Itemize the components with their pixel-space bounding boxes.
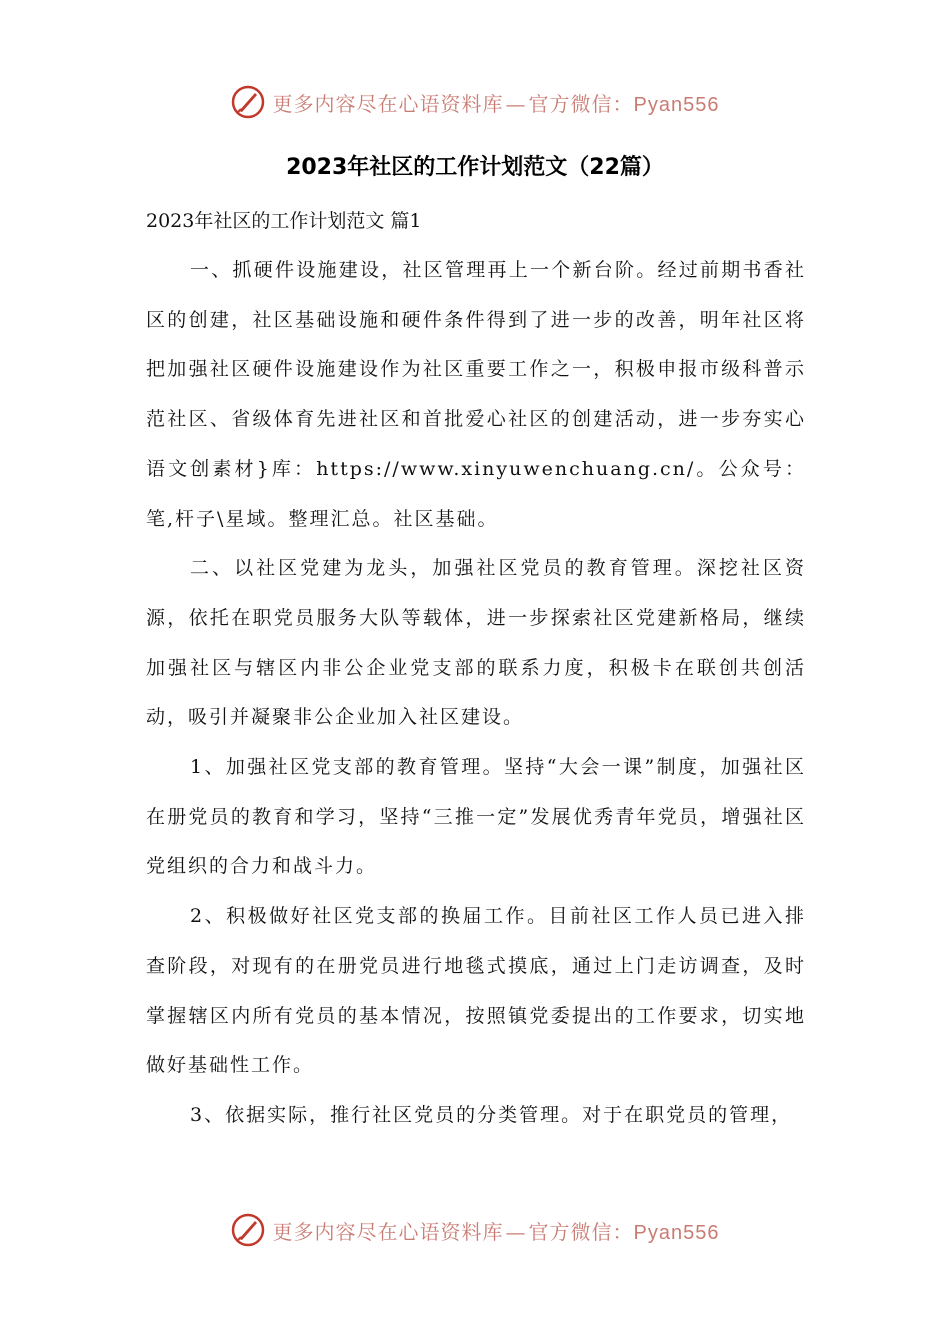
footer-banner <box>0 1210 950 1250</box>
paragraph-2: 二、以社区党建为龙头，加强社区党员的教育管理。深挖社区资源，依托在职党员服务大队等载体，进一步探索社区党建新格局，继续加强社区与辖区内非公企业党支部的联系力度，积极卡在联创共创活动，吸引并凝聚非公企业加入社区建设。 <box>146 557 806 729</box>
header-banner <box>0 82 950 122</box>
quill-logo-icon <box>231 85 265 119</box>
document-title: 2023年社区的工作计划范文（22篇） <box>286 155 664 180</box>
document-body <box>146 246 806 1141</box>
banner-text: 更多内容尽在心语资料库 — 官方微信：Pyan556 <box>272 1219 720 1244</box>
banner-text: 更多内容尽在心语资料库 — 官方微信：Pyan556 <box>272 91 720 116</box>
paragraph-5: 3、依据实际，推行社区党员的分类管理。对于在职党员的管理， <box>190 1103 793 1126</box>
paragraph-4: 2、积极做好社区党支部的换届工作。目前社区工作人员已进入排查阶段，对现有的在册党员进行地毯式摸底，通过上门走访调查，及时掌握辖区内所有党员的基本情况，按照镇党委提出的工作要求，切实地做好基础性工作。 <box>146 905 806 1077</box>
paragraph-1: 一、抓硬件设施建设，社区管理再上一个新台阶。经过前期书香社区的创建，社区基础设施和硬件条件得到了进一步的改善，明年社区将把加强社区硬件设施建设作为社区重要工作之一，积极申报市级科普示范社区、省级体育先进社区和首批爱心社区的创建活动，进一步夯实心语文创素材}库：https://www.xinyuwenchuang.cn/。公众号：笔,杆子\星域。整理汇总。社区基础。 <box>146 259 806 530</box>
quill-logo-icon <box>231 1213 265 1247</box>
section-heading: 2023年社区的工作计划范文 篇1 <box>146 210 422 232</box>
paragraph-3: 1、加强社区党支部的教育管理。坚持“大会一课”制度，加强社区在册党员的教育和学习，坚持“三推一定”发展优秀青年党员，增强社区党组织的合力和战斗力。 <box>146 756 806 878</box>
